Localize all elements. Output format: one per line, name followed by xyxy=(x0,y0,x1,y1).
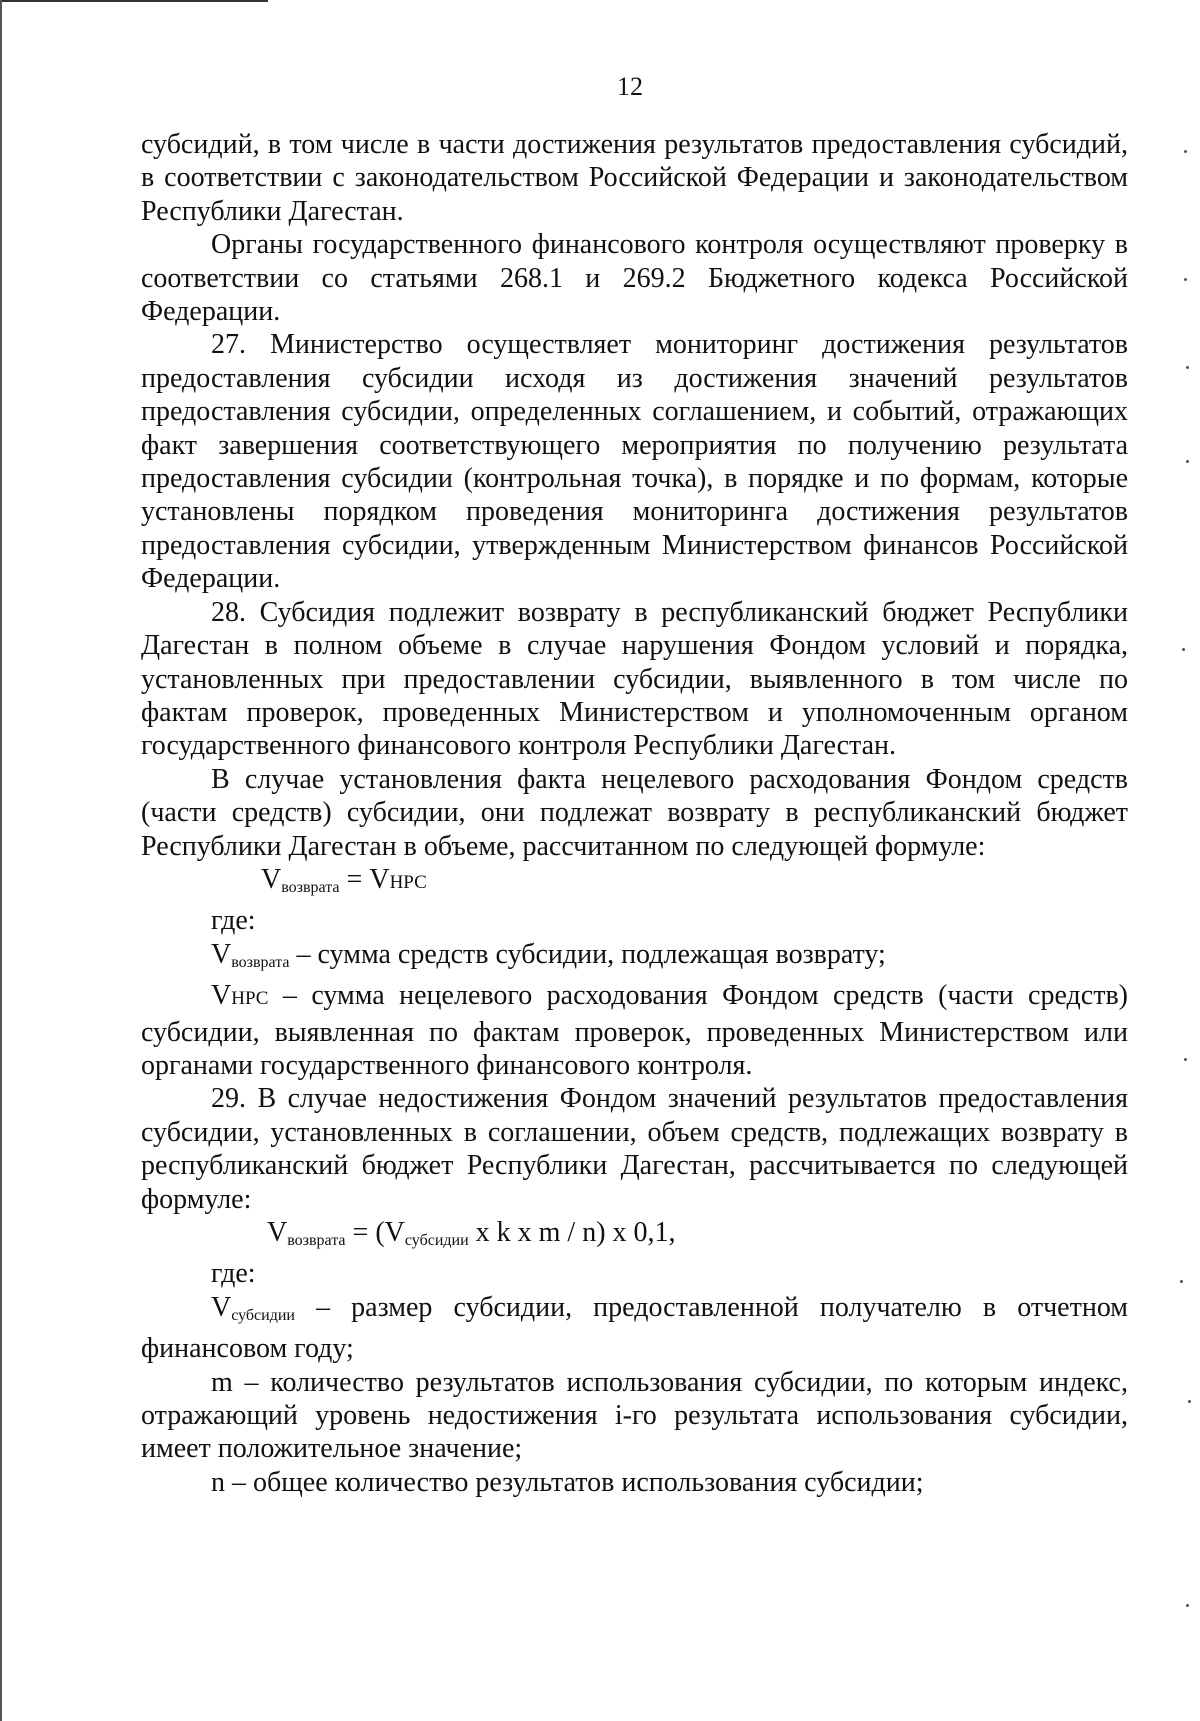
definition-text: – сумма средств субсидии, подлежащая возврату; xyxy=(289,938,886,970)
scan-edge-left xyxy=(0,0,2,1721)
scan-speck xyxy=(1186,460,1189,463)
scan-speck xyxy=(1182,648,1185,651)
where-label: где: xyxy=(211,905,256,937)
formula-inner-subscript: субсидии xyxy=(404,1232,469,1249)
formula-rhs-symbol: V xyxy=(369,863,390,895)
formula-return-underachievement xyxy=(141,1216,1128,1257)
where-label: где: xyxy=(211,1258,256,1290)
definition-n: n – общее количество результатов использования субсидии; xyxy=(211,1466,924,1498)
page-number: 12 xyxy=(617,72,643,101)
paragraph-continuation: субсидий, в том числе в части достижения результатов предоставления субсидий, в соответствии с законодательством Российской Федерации и законодательством Республики Дагестан. xyxy=(141,129,1128,227)
scan-speck xyxy=(1180,1280,1183,1283)
formula-inner-symbol: V xyxy=(384,1217,405,1248)
scan-speck xyxy=(1186,1604,1189,1607)
document-body xyxy=(141,128,1128,1499)
scan-speck xyxy=(1188,1400,1191,1403)
formula-equals: = xyxy=(339,863,370,895)
definition-symbol: V xyxy=(211,938,232,970)
formula-return-misuse xyxy=(141,863,1128,904)
paragraph-financial-control: Органы государственного финансового контроля осуществляют проверку в соответствии со статьями 268.1 и 269.2 Бюджетного кодекса Российской Федерации. xyxy=(141,229,1128,328)
scan-speck xyxy=(1184,1058,1187,1061)
definition-subscript: возврата xyxy=(231,953,290,971)
formula-lhs-symbol: V xyxy=(267,1217,288,1248)
definition-v-subsidy xyxy=(141,1291,1128,1366)
formula-equals-open: = ( xyxy=(345,1217,385,1248)
definition-text: – сумма нецелевого расходования Фондом средств (части средств) субсидии, выявленная по фактам проверок, проведенных Министерством или органами государственного финансового контроля. xyxy=(141,980,1128,1081)
formula-rhs-subscript: НРС xyxy=(389,871,427,893)
definition-symbol: V xyxy=(211,1291,232,1323)
scan-speck xyxy=(1184,278,1187,281)
definition-v-nrs xyxy=(141,979,1128,1082)
paragraph-27-monitoring: 27. Министерство осуществляет мониторинг достижения результатов предоставления субсидии исходя из достижения значений результатов предоставления субсидии, определенных соглашением, и событий, отражающих факт завершения соответствующего мероприятия по получению результата предоставления субсидии (контрольная точка), в порядке и по формам, которые установлены порядком проведения мониторинга достижения результатов предоставления субсидии, утвержденным Министерством финансов Российской Федерации. xyxy=(141,329,1128,595)
definition-subscript: субсидии xyxy=(231,1306,295,1324)
paragraph-29-underachievement: 29. В случае недостижения Фондом значений результатов предоставления субсидии, установленных в соглашении, объем средств, подлежащих возврату в республиканский бюджет Республики Дагестан, рассчитывается по следующей формуле: xyxy=(141,1083,1128,1215)
formula-lhs-subscript: возврата xyxy=(281,878,340,896)
paragraph-misuse-case: В случае установления факта нецелевого расходования Фондом средств (части средств) субсидии, они подлежат возврату в республиканский бюджет Республики Дагестан в объеме, рассчитанном по следующей формуле: xyxy=(141,763,1128,862)
paragraph-28-return: 28. Субсидия подлежит возврату в республиканский бюджет Республики Дагестан в полном объеме в случае нарушения Фондом условий и порядка, установленных при предоставлении субсидии, выявленного в том числе по фактам проверок, проведенных Министерством и уполномоченным органом государственного финансового контроля Республики Дагестан. xyxy=(141,596,1128,762)
formula-lhs-symbol: V xyxy=(261,863,282,895)
definition-v-return xyxy=(141,938,1128,979)
formula-lhs-subscript: возврата xyxy=(287,1232,346,1249)
definition-symbol: V xyxy=(211,980,232,1012)
definition-subscript: НРС xyxy=(231,988,269,1010)
scan-speck xyxy=(1184,150,1187,153)
scan-speck xyxy=(1186,366,1189,369)
formula-tail: x k x m / n) x 0,1, xyxy=(468,1217,676,1248)
scan-edge-top xyxy=(0,0,268,2)
definition-m: m – количество результатов использования субсидии, по которым индекс, отражающий уровень недостижения i-го результата использования субсидии, имеет положительное значение; xyxy=(141,1366,1128,1465)
definition-text: – размер субсидии, предоставленной получателю в отчетном финансовом году; xyxy=(141,1291,1128,1365)
